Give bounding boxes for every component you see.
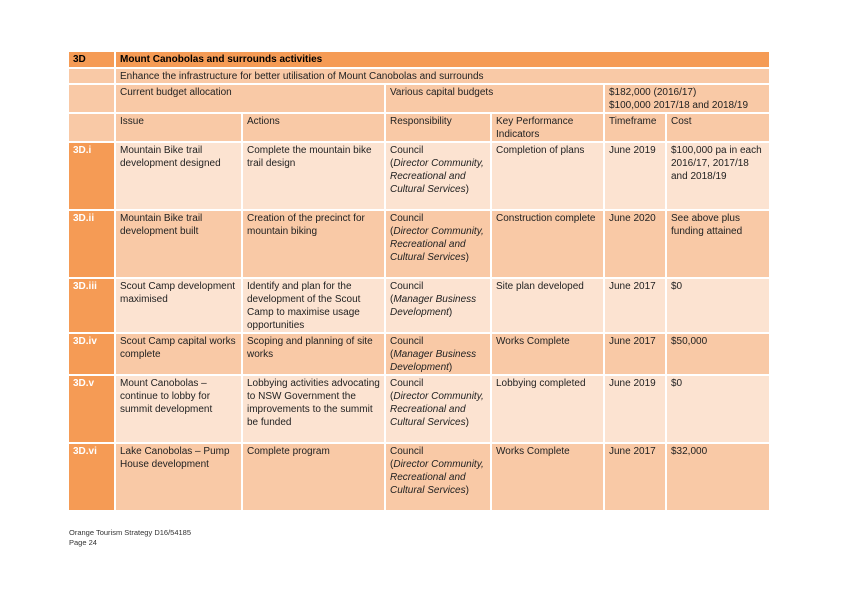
section-code: 3D xyxy=(68,51,115,68)
responsibility-main: Council xyxy=(390,446,424,457)
row-kpi: Construction complete xyxy=(491,210,604,278)
column-header-cost: Cost xyxy=(666,113,770,142)
responsibility-detail: Manager Business Development xyxy=(390,349,477,373)
footer-document-ref: Orange Tourism Strategy D16/54185 xyxy=(69,528,192,537)
responsibility-detail: Director Community, Recreational and Cultural Services xyxy=(390,158,484,195)
section-title: Mount Canobolas and surrounds activities xyxy=(115,51,770,68)
responsibility-main: Council xyxy=(390,145,424,156)
table-row xyxy=(68,210,770,278)
footer-page-number: Page 24 xyxy=(69,538,97,547)
row-timeframe: June 2019 xyxy=(604,375,666,443)
responsibility-open: ( xyxy=(390,226,394,237)
row-issue: Scout Camp capital works complete xyxy=(115,333,242,375)
column-header-timeframe: Timeframe xyxy=(604,113,666,142)
objective-spacer xyxy=(68,68,115,84)
column-header-responsibility: Responsibility xyxy=(385,113,491,142)
row-responsibility xyxy=(385,375,491,443)
table-row xyxy=(68,278,770,333)
budget-amount-line2: $100,000 2017/18 and 2018/19 xyxy=(609,100,749,111)
responsibility-open: ( xyxy=(390,349,394,360)
row-code: 3D.ii xyxy=(68,210,115,278)
row-actions: Identify and plan for the development of the Scout Camp to maximise usage opportunities xyxy=(242,278,385,333)
row-code: 3D.i xyxy=(68,142,115,210)
responsibility-main: Council xyxy=(390,281,424,292)
column-header-kpi: Key Performance Indicators xyxy=(491,113,604,142)
row-responsibility xyxy=(385,333,491,375)
budget-label: Current budget allocation xyxy=(115,84,385,113)
row-code: 3D.v xyxy=(68,375,115,443)
column-header-spacer xyxy=(68,113,115,142)
row-responsibility xyxy=(385,278,491,333)
responsibility-main: Council xyxy=(390,336,424,347)
row-actions: Scoping and planning of site works xyxy=(242,333,385,375)
column-header-row xyxy=(68,113,770,142)
row-cost: $0 xyxy=(666,278,770,333)
row-cost: See above plus funding attained xyxy=(666,210,770,278)
row-actions: Creation of the precinct for mountain biking xyxy=(242,210,385,278)
row-actions: Complete program xyxy=(242,443,385,511)
objective-text: Enhance the infrastructure for better utilisation of Mount Canobolas and surrounds xyxy=(115,68,770,84)
responsibility-close: ) xyxy=(448,362,453,373)
table-row xyxy=(68,142,770,210)
row-timeframe: June 2017 xyxy=(604,333,666,375)
row-kpi: Works Complete xyxy=(491,333,604,375)
row-timeframe: June 2020 xyxy=(604,210,666,278)
row-issue: Mountain Bike trail development built xyxy=(115,210,242,278)
activities-table xyxy=(67,50,771,512)
row-actions: Lobbying activities advocating to NSW Government the improvements to the summit be funded xyxy=(242,375,385,443)
budget-row xyxy=(68,84,770,113)
row-kpi: Completion of plans xyxy=(491,142,604,210)
responsibility-close: ) xyxy=(465,417,469,428)
row-cost: $0 xyxy=(666,375,770,443)
responsibility-open: ( xyxy=(390,391,394,402)
responsibility-open: ( xyxy=(390,294,394,305)
row-responsibility xyxy=(385,443,491,511)
row-timeframe: June 2017 xyxy=(604,443,666,511)
table-row xyxy=(68,375,770,443)
row-responsibility xyxy=(385,210,491,278)
row-timeframe: June 2017 xyxy=(604,278,666,333)
row-issue: Scout Camp development maximised xyxy=(115,278,242,333)
responsibility-open: ( xyxy=(390,459,394,470)
responsibility-detail: Manager Business Development xyxy=(390,294,477,318)
row-kpi: Lobbying completed xyxy=(491,375,604,443)
column-header-actions: Actions xyxy=(242,113,385,142)
page-footer xyxy=(69,528,191,548)
responsibility-close: ) xyxy=(465,485,469,496)
responsibility-close: ) xyxy=(465,184,469,195)
responsibility-main: Council xyxy=(390,378,424,389)
table-row xyxy=(68,333,770,375)
row-cost: $50,000 xyxy=(666,333,770,375)
row-kpi: Works Complete xyxy=(491,443,604,511)
row-kpi: Site plan developed xyxy=(491,278,604,333)
row-timeframe: June 2019 xyxy=(604,142,666,210)
responsibility-detail: Director Community, Recreational and Cultural Services xyxy=(390,226,484,263)
row-code: 3D.iii xyxy=(68,278,115,333)
budget-amount-line1: $182,000 (2016/17) xyxy=(609,87,697,98)
row-code: 3D.vi xyxy=(68,443,115,511)
row-cost: $100,000 pa in each 2016/17, 2017/18 and 2018/19 xyxy=(666,142,770,210)
table-row xyxy=(68,443,770,511)
row-cost: $32,000 xyxy=(666,443,770,511)
budget-spacer xyxy=(68,84,115,113)
responsibility-open: ( xyxy=(390,158,394,169)
responsibility-main: Council xyxy=(390,213,424,224)
column-header-issue: Issue xyxy=(115,113,242,142)
row-issue: Lake Canobolas – Pump House development xyxy=(115,443,242,511)
budget-amount xyxy=(604,84,770,113)
header-row xyxy=(68,51,770,68)
responsibility-detail: Director Community, Recreational and Cultural Services xyxy=(390,459,484,496)
objective-row xyxy=(68,68,770,84)
responsibility-detail: Director Community, Recreational and Cultural Services xyxy=(390,391,484,428)
row-code: 3D.iv xyxy=(68,333,115,375)
responsibility-close: ) xyxy=(465,252,469,263)
row-issue: Mount Canobolas – continue to lobby for summit development xyxy=(115,375,242,443)
row-responsibility xyxy=(385,142,491,210)
row-actions: Complete the mountain bike trail design xyxy=(242,142,385,210)
budget-source: Various capital budgets xyxy=(385,84,604,113)
row-issue: Mountain Bike trail development designed xyxy=(115,142,242,210)
responsibility-close: ) xyxy=(448,307,453,318)
